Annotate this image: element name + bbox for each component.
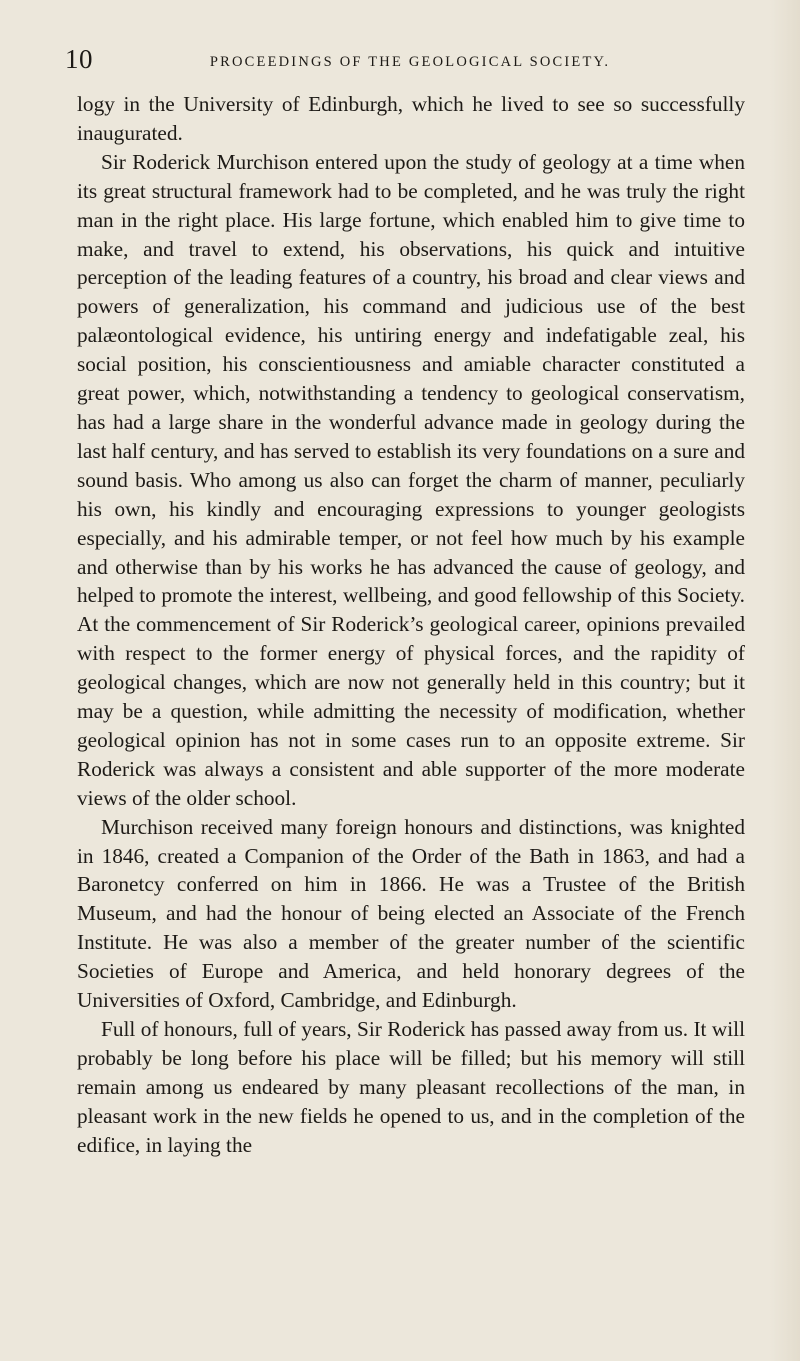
paragraph: Murchison received many foreign honours and distinctions, was knighted in 1846, created a Companion of the Order of the Bath in 1863, and had a Baronetcy conferred on him in 1866. He was a Trustee of the British Museum, and had the honour of being elected an Associate of the French Institute. He was also a member of the greater number of the scientific Societies of Europe and America, and held honorary degrees of the Universities of Oxford, Cambridge, and Edinburgh. bbox=[77, 814, 745, 1013]
paragraph: Full of honours, full of years, Sir Roderick has passed away from us. It will probably be long before his place will be filled; but his memory will still remain among us endeared by many pleasant recollections of the man, in pleasant work in the new fields he opened to us, and in the completion of the edifice, in laying the bbox=[77, 1017, 745, 1157]
running-title: PROCEEDINGS OF THE GEOLOGICAL SOCIETY. bbox=[209, 54, 611, 70]
running-head bbox=[65, 44, 755, 74]
page-body bbox=[77, 90, 745, 1160]
page-number: 10 bbox=[65, 44, 93, 74]
paragraph: Sir Roderick Murchison entered upon the study of geology at a time when its great structural framework had to be completed, and he was truly the right man in the right place. His large fortune, which enabled him to give time to make, and travel to extend, his observations, his quick and intuitive perception of the leading features of a country, his broad and clear views and powers of generalization, his command and judicious use of the best palæontological evidence, his untiring energy and indefatigable zeal, his social position, his conscientiousness and amiable character constituted a great power, which, notwithstanding a tendency to geological conservatism, has had a large share in the wonderful advance made in geology during the last half century, and has served to establish its very foundations on a sure and sound basis. Who among us also can forget the charm of manner, peculiarly his own, his kindly and encouraging expressions to younger geologists especially, and his admirable temper, or not feel how much by his example and otherwise than by his works he has advanced the cause of geology, and helped to promote the interest, wellbeing, and good fellowship of this Society. At the commencement of Sir Roderick’s geological career, opinions prevailed with respect to the former energy of physical forces, and the rapidity of geological changes, which are now not generally held in this country; but it may be a question, while admitting the necessity of modification, whether geological opinion has not in some cases run to an opposite extreme. Sir Roderick was always a consistent and able supporter of the more moderate views of the older school. bbox=[77, 149, 745, 810]
page-edge-shadow bbox=[770, 0, 800, 1361]
paragraph-continuation: logy in the University of Edinburgh, which he lived to see so successfully inaugurated. bbox=[77, 92, 745, 145]
